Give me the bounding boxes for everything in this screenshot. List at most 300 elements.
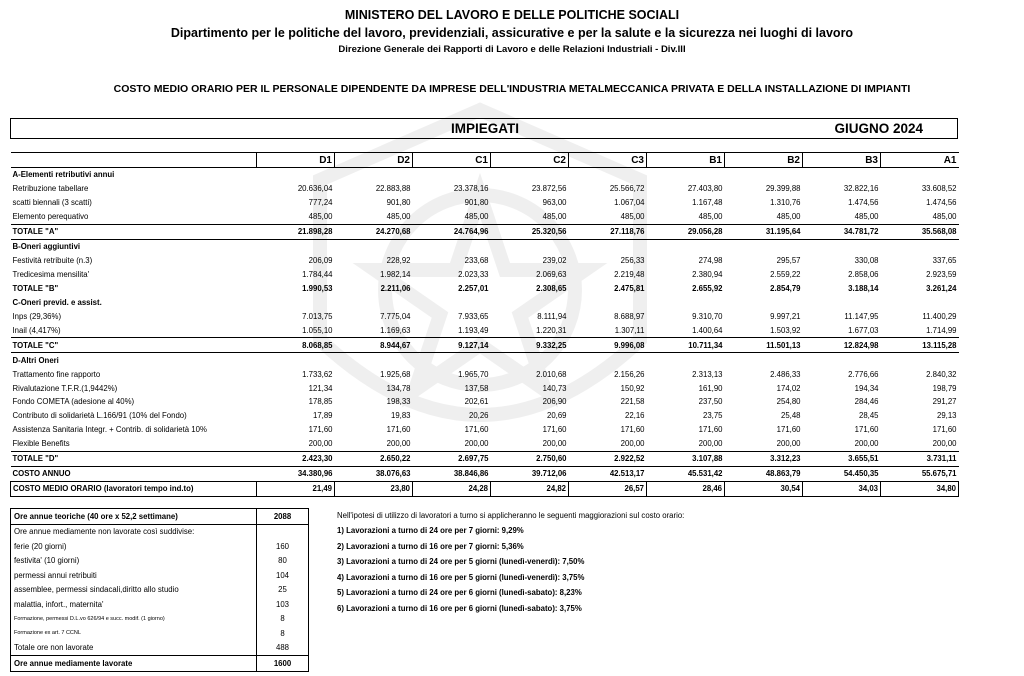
column-header: C3 [569,153,647,168]
value-cell: 2.776,66 [848,369,879,379]
column-header: C1 [413,153,491,168]
value-cell: 10.711,34 [647,338,725,353]
hours-label: malattia, infort., maternita' [11,597,257,612]
hours-row [11,583,309,598]
value-cell [803,295,881,309]
value-cell [803,239,881,253]
value-cell: 140,73 [542,383,567,393]
value-cell [491,295,569,309]
value-cell [257,239,335,253]
value-cell [647,353,725,367]
value-cell: 237,50 [698,397,723,407]
row-label: Contributo di solidarietà L.166/91 (10% del Fondo) [12,411,187,421]
hours-row [11,656,309,672]
value-cell: 137,58 [464,383,489,393]
value-cell [881,168,959,182]
table-row [11,395,959,409]
value-cell: 200,00 [542,439,567,449]
value-cell [569,239,647,253]
value-cell: 2.840,32 [926,369,957,379]
value-cell: 485,00 [698,212,723,222]
row-label: Inps (29,36%) [12,311,62,321]
value-cell: 20,69 [546,411,567,421]
shift-intro: Nell'ipotesi di utilizzo di lavoratori a turno si applicheranno le seguenti maggiorazioni sul costo orario: [337,511,685,520]
row-label: Festività retribuite (n.3) [12,256,93,266]
row-label: COSTO MEDIO ORARIO (lavoratori tempo ind.to) [11,481,257,496]
value-cell: 21.898,28 [257,224,335,239]
hours-row [11,626,309,641]
table-row [11,381,959,395]
value-cell: 1.714,99 [926,325,957,335]
value-cell: 23.378,16 [453,184,489,194]
value-cell: 295,57 [776,256,801,266]
value-cell: 12.824,98 [803,338,881,353]
value-cell: 194,34 [854,383,879,393]
hours-value: 488 [257,641,309,656]
shift-item: 2) Lavorazioni a turno di 16 ore per 7 giorni: 5,36% [337,541,524,551]
row-label: scatti biennali (3 scatti) [12,198,92,208]
value-cell: 31.195,64 [725,224,803,239]
table-row [11,409,959,423]
value-cell: 2.559,22 [770,270,801,280]
hours-label: Formazione, permessi D.L.vo 626/94 e succ. modif. (1 giorno) [11,612,257,627]
value-cell: 206,09 [308,256,333,266]
value-cell: 171,60 [698,425,723,435]
value-cell [491,239,569,253]
value-cell: 11.400,29 [922,311,957,321]
column-header: D1 [257,153,335,168]
value-cell: 45.531,42 [687,469,723,479]
value-cell [335,168,413,182]
value-cell: 19,83 [390,411,411,421]
value-cell: 24.270,68 [335,224,413,239]
value-cell: 25.320,56 [491,224,569,239]
value-cell: 35.568,08 [881,224,959,239]
section-row [11,168,959,182]
value-cell: 198,79 [932,383,957,393]
row-label: A-Elementi retributivi annui [12,170,115,180]
total-row [11,481,959,496]
value-cell: 3.312,23 [725,451,803,466]
value-cell: 1.965,70 [458,369,489,379]
hours-row [11,612,309,627]
row-label: Flexible Benefits [12,439,70,449]
value-cell: 2.486,33 [770,369,801,379]
value-cell: 8.111,94 [537,311,567,321]
hours-value: 103 [257,597,309,612]
value-cell: 30,54 [725,481,803,496]
value-cell: 8.068,85 [257,338,335,353]
hours-row [11,641,309,656]
value-cell: 9.127,14 [413,338,491,353]
value-cell [569,168,647,182]
value-cell: 171,60 [776,425,801,435]
value-cell [881,353,959,367]
row-label: Trattamento fine rapporto [12,369,101,379]
value-cell [803,353,881,367]
value-cell: 1.474,56 [926,198,957,208]
value-cell: 24,82 [491,481,569,496]
value-cell: 20,26 [468,411,489,421]
value-cell: 38.076,63 [375,469,411,479]
hours-label: ferie (20 giorni) [11,539,257,554]
category-label: IMPIEGATI [450,121,519,136]
value-cell [413,295,491,309]
value-cell: 2.156,26 [614,369,645,379]
value-cell: 171,60 [386,425,411,435]
value-cell [257,168,335,182]
value-cell: 2.257,01 [458,283,489,293]
value-cell: 23,75 [702,411,723,421]
value-cell: 337,65 [932,256,957,266]
table-row [11,268,959,282]
value-cell: 221,58 [620,397,645,407]
value-cell: 22,16 [624,411,645,421]
value-cell: 901,80 [386,198,411,208]
value-cell: 171,60 [620,425,645,435]
row-label: Rivalutazione T.F.R.(1,9442%) [12,383,118,393]
value-cell: 9.997,21 [770,311,801,321]
value-cell: 2.750,60 [491,451,569,466]
value-cell [413,353,491,367]
value-cell [413,168,491,182]
value-cell: 171,60 [464,425,489,435]
value-cell [881,239,959,253]
value-cell: 8.688,97 [614,311,645,321]
hours-row [11,597,309,612]
value-cell: 7.933,65 [458,311,489,321]
value-cell: 901,80 [464,198,489,208]
value-cell: 1.055,10 [302,325,333,335]
row-label: COSTO ANNUO [12,469,71,479]
value-cell: 3.188,14 [848,283,879,293]
hours-value: 2088 [257,509,309,525]
value-cell: 485,00 [620,212,645,222]
value-cell: 24,28 [413,481,491,496]
table-row [11,309,959,323]
value-cell: 7.775,04 [380,311,411,321]
value-cell: 22.883,88 [375,184,411,194]
value-cell: 23.872,56 [531,184,567,194]
value-cell: 202,61 [464,397,489,407]
value-cell: 1.310,76 [770,198,801,208]
value-cell: 2.308,65 [536,283,567,293]
value-cell: 2.923,59 [926,270,957,280]
value-cell: 20.636,04 [297,184,333,194]
value-cell: 485,00 [386,212,411,222]
column-header: A1 [881,153,959,168]
value-cell: 171,60 [542,425,567,435]
value-cell: 178,85 [308,397,333,407]
hours-row [11,509,309,525]
value-cell [569,295,647,309]
row-label: TOTALE "B" [12,283,59,293]
value-cell [335,353,413,367]
hours-label: Formazione ex art. 7 CCNL [11,626,257,641]
value-cell: 2.655,92 [692,283,723,293]
hours-label: Ore annue mediamente non lavorate così suddivise: [11,524,257,539]
value-cell: 174,02 [776,383,801,393]
value-cell: 200,00 [620,439,645,449]
value-cell: 228,92 [386,256,411,266]
value-cell: 23,80 [335,481,413,496]
hours-label: Ore annue teoriche (40 ore x 52,2 settimane) [11,509,257,525]
row-label: Assistenza Sanitaria Integr. + Contrib. di solidarietà 10% [12,425,207,435]
value-cell: 1.474,56 [848,198,879,208]
document-title: COSTO MEDIO ORARIO PER IL PERSONALE DIPENDENTE DA IMPRESE DELL'INDUSTRIA METALMECCANICA PRIVATA E DELLA INSTALLAZIONE DI IMPIANTI [113,83,911,95]
value-cell: 11.501,13 [725,338,803,353]
value-cell: 34.781,72 [803,224,881,239]
column-header: B2 [725,153,803,168]
value-cell [413,239,491,253]
shift-item: 3) Lavorazioni a turno di 24 ore per 5 giorni (lunedì-venerdì): 7,50% [337,557,585,566]
value-cell: 330,08 [854,256,879,266]
value-cell: 1.733,62 [302,369,333,379]
value-cell: 1.307,11 [614,325,645,335]
value-cell: 1.784,44 [302,270,333,280]
value-cell: 2.858,06 [848,270,879,280]
value-cell: 284,46 [854,397,879,407]
value-cell: 291,27 [932,397,957,407]
value-cell: 38.846,86 [453,469,489,479]
column-header: D2 [335,153,413,168]
value-cell: 485,00 [464,212,489,222]
value-cell: 29.056,28 [647,224,725,239]
value-cell: 39.712,06 [531,469,567,479]
hours-table [10,508,309,672]
row-label: Retribuzione tabellare [12,184,89,194]
value-cell [491,353,569,367]
value-cell: 200,00 [698,439,723,449]
table-row [11,367,959,381]
value-cell: 11.147,95 [844,311,879,321]
value-cell: 239,02 [542,256,567,266]
value-cell: 206,90 [542,397,567,407]
value-cell: 34,80 [881,481,959,496]
hours-row [11,539,309,554]
value-cell: 27.118,76 [569,224,647,239]
value-cell: 48.863,79 [765,469,801,479]
hours-row [11,524,309,539]
value-cell: 963,00 [542,198,567,208]
value-cell [335,295,413,309]
hours-value: 8 [257,626,309,641]
value-cell: 2.010,68 [536,369,567,379]
value-cell: 55.675,71 [921,469,957,479]
value-cell [725,168,803,182]
value-cell: 485,00 [308,212,333,222]
value-cell: 171,60 [854,425,879,435]
value-cell [647,295,725,309]
table-row [11,437,959,451]
hours-label: Ore annue mediamente lavorate [11,656,257,672]
hours-label: assemblee, permessi sindacali,diritto allo studio [11,583,257,598]
shift-item: 6) Lavorazioni a turno di 16 ore per 6 giorni (lunedì-sabato): 3,75% [337,603,582,613]
value-cell: 485,00 [542,212,567,222]
value-cell: 2.380,94 [692,270,723,280]
hours-row [11,554,309,569]
value-cell: 485,00 [854,212,879,222]
value-cell [725,295,803,309]
row-label: Inail (4,417%) [12,325,61,335]
value-cell: 2.475,81 [614,283,645,293]
value-cell [257,353,335,367]
value-cell: 17,89 [312,411,333,421]
value-cell: 28,46 [647,481,725,496]
column-header-row [11,153,959,168]
row-label: TOTALE "A" [11,224,257,239]
row-label: TOTALE "D" [11,451,257,466]
ministry-name: MINISTERO DEL LAVORO E DELLE POLITICHE SOCIALI [344,8,680,22]
column-header: B1 [647,153,725,168]
value-cell [881,295,959,309]
value-cell: 1.503,92 [770,325,801,335]
total-row [11,282,959,296]
table-row [11,210,959,224]
hours-value: 25 [257,583,309,598]
value-cell: 27.403,80 [687,184,723,194]
value-cell: 25,48 [780,411,801,421]
header-blank-cell [11,153,257,168]
value-cell: 54.450,35 [843,469,879,479]
department-name: Dipartimento per le politiche del lavoro, previdenziali, assicurative e per la salute e la sicurezza nei luoghi di lavoro [170,26,854,40]
value-cell [569,353,647,367]
value-cell: 3.731,11 [881,451,959,466]
cost-table [10,152,959,497]
value-cell [725,239,803,253]
value-cell: 2.854,79 [770,283,801,293]
table-row [11,323,959,337]
value-cell: 1.193,49 [458,325,489,335]
value-cell [725,353,803,367]
value-cell: 7.013,75 [302,311,333,321]
hours-value: 8 [257,612,309,627]
value-cell: 171,60 [308,425,333,435]
value-cell: 777,24 [308,198,333,208]
row-label: C-Oneri previd. e assist. [12,297,102,307]
value-cell: 1.220,31 [536,325,567,335]
value-cell: 2.211,06 [380,283,411,293]
value-cell: 26,57 [569,481,647,496]
value-cell: 34.380,96 [297,469,333,479]
value-cell [647,168,725,182]
value-cell: 198,33 [386,397,411,407]
value-cell: 1.067,04 [614,198,645,208]
table-row [11,182,959,196]
hours-value: 160 [257,539,309,554]
section-row [11,239,959,253]
total-row [11,338,959,353]
value-cell: 3.261,24 [926,283,957,293]
period-label: GIUGNO 2024 [834,121,923,136]
table-row [11,254,959,268]
column-header: C2 [491,153,569,168]
value-cell: 200,00 [308,439,333,449]
value-cell: 1.925,68 [380,369,411,379]
value-cell [491,168,569,182]
value-cell: 485,00 [932,212,957,222]
value-cell: 150,92 [620,383,645,393]
value-cell: 21,49 [257,481,335,496]
value-cell: 2.650,22 [335,451,413,466]
direction-name: Direzione Generale dei Rapporti di Lavoro e delle Relazioni Industriali - Div.III [338,44,686,55]
value-cell: 2.423,30 [257,451,335,466]
value-cell: 1.169,63 [380,325,411,335]
category-band [10,118,958,139]
row-label: D-Altri Oneri [12,355,59,365]
value-cell: 32.822,16 [843,184,879,194]
value-cell: 2.922,52 [569,451,647,466]
hours-label: festivita' (10 giorni) [11,554,257,569]
value-cell: 42.513,17 [609,469,645,479]
value-cell: 2.313,13 [692,369,723,379]
section-row [11,295,959,309]
value-cell: 485,00 [776,212,801,222]
row-label: Elemento perequativo [12,212,89,222]
hours-value: 80 [257,554,309,569]
value-cell: 1.677,03 [848,325,879,335]
value-cell [257,295,335,309]
value-cell: 200,00 [854,439,879,449]
value-cell: 2.219,48 [614,270,645,280]
row-label: TOTALE "C" [11,338,257,353]
value-cell: 233,68 [464,256,489,266]
row-label: Tredicesima mensilita' [12,270,90,280]
hours-label: permessi annui retribuiti [11,568,257,583]
value-cell: 28,45 [858,411,879,421]
table-row [11,196,959,210]
section-row [11,353,959,367]
value-cell [647,239,725,253]
value-cell: 200,00 [464,439,489,449]
table-row [11,423,959,437]
value-cell: 1.167,48 [692,198,723,208]
value-cell: 25.566,72 [609,184,645,194]
value-cell: 29.399,88 [765,184,801,194]
value-cell: 9.996,08 [569,338,647,353]
value-cell [803,168,881,182]
value-cell: 256,33 [620,256,645,266]
value-cell: 9.332,25 [491,338,569,353]
value-cell: 171,60 [932,425,957,435]
value-cell: 3.655,51 [803,451,881,466]
value-cell: 13.115,28 [881,338,959,353]
total-row [11,224,959,239]
hours-value [257,524,309,539]
value-cell: 24.764,96 [413,224,491,239]
value-cell: 29,13 [936,411,957,421]
value-cell: 8.944,67 [335,338,413,353]
hours-row [11,568,309,583]
total-row [11,451,959,466]
value-cell: 1.990,53 [302,283,333,293]
row-label: Fondo COMETA (adesione al 40%) [12,397,135,407]
value-cell: 161,90 [698,383,723,393]
value-cell: 1.982,14 [380,270,411,280]
value-cell: 9.310,70 [692,311,723,321]
value-cell: 2.069,63 [536,270,567,280]
value-cell: 200,00 [386,439,411,449]
value-cell: 134,78 [386,383,411,393]
value-cell: 200,00 [932,439,957,449]
value-cell: 121,34 [308,383,333,393]
hours-label: Totale ore non lavorate [11,641,257,656]
shift-item: 1) Lavorazioni a turno di 24 ore per 7 giorni: 9,29% [337,526,524,535]
hours-value: 1600 [257,656,309,672]
value-cell: 1.400,64 [692,325,723,335]
value-cell: 3.107,88 [647,451,725,466]
value-cell: 274,98 [698,256,723,266]
